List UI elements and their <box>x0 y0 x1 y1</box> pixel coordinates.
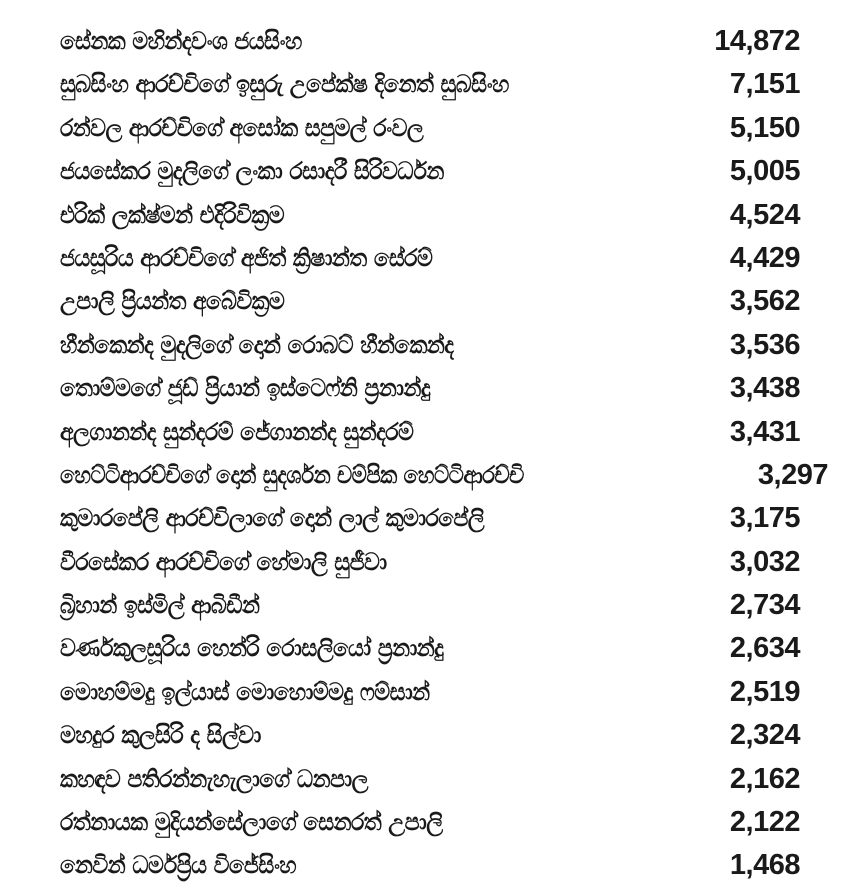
list-item <box>60 20 850 63</box>
vote-count: 2,122 <box>729 806 800 839</box>
preferential-votes-list <box>60 20 850 888</box>
vote-count: 5,005 <box>729 155 800 188</box>
candidate-name: වර්ණකුලසූරිය හෙන්රි රොසලියෝ ප්‍රනාන්දු <box>60 634 444 663</box>
vote-count: 1,468 <box>729 849 800 882</box>
list-item <box>60 541 850 584</box>
list-item <box>60 367 850 410</box>
list-item <box>60 714 850 757</box>
list-item <box>60 844 850 887</box>
candidate-name: තොම්මගේ ජූඩ් ප්‍රියාන් ඉස්ටෙෆ්නි ප්‍රනාන්දු <box>60 374 431 403</box>
candidate-name: සේනක මහින්දවංශ ජයසිංහ <box>60 27 302 55</box>
list-item <box>60 324 850 367</box>
vote-count: 3,536 <box>729 328 800 361</box>
list-item <box>60 63 850 106</box>
vote-count: 2,162 <box>729 762 800 795</box>
candidate-name: බ්‍රිහාන් ඉස්මිල් ආබිඩීන් <box>60 591 260 620</box>
list-item <box>60 801 850 844</box>
vote-count: 3,032 <box>729 545 800 578</box>
candidate-name: සුබසිංහ ආරච්චිගේ ඉසුරු උපේක්ෂ දිනෙත් සුබසිංහ <box>60 70 509 99</box>
vote-count: 2,324 <box>729 719 800 752</box>
list-item <box>60 627 850 670</box>
vote-count: 14,872 <box>714 25 800 57</box>
list-item <box>60 150 850 193</box>
list-item <box>60 237 850 280</box>
candidate-name: රත්නායක මුදියන්සේලාගේ සෙනරත් උපාලි <box>60 808 443 837</box>
candidate-name: රන්වල ආරච්චිගේ අසෝක සපුමල් රංවල <box>60 113 424 142</box>
vote-count: 2,734 <box>729 589 800 622</box>
list-item <box>60 194 850 237</box>
candidate-name: උපාලි ප්‍රියන්ත අබේවික්‍රම <box>60 287 285 316</box>
vote-count: 3,175 <box>729 502 800 535</box>
candidate-name: මොහම්මදු ඉල්යාස් මොහොම්මදු ෆම්සාන් <box>60 677 430 706</box>
list-item <box>60 497 850 540</box>
vote-count: 2,519 <box>729 675 800 708</box>
candidate-name: මහදුර කුලසිරි ද සිල්වා <box>60 721 261 750</box>
vote-count: 3,431 <box>729 415 800 448</box>
candidate-name: අලගානන්ද සුන්දරම් ජේගානන්ද සුන්දරම් <box>60 417 414 446</box>
candidate-name: හෙට්ටිආරච්චිගේ දොන් සුදර්ශන චම්පික හෙට්ටිආරච්චි <box>60 460 524 489</box>
list-item <box>60 671 850 714</box>
candidate-name: ජයසූරිය ආරච්චිගේ අජිත් ක්‍රිෂාන්ත සේරම් <box>60 243 433 272</box>
list-item <box>60 454 850 497</box>
candidate-name: කහඳව පතිරන්නැහැලාගේ ධනපාල <box>60 764 368 793</box>
list-item <box>60 584 850 627</box>
candidate-name: නෙවින් ධර්මප්‍රිය විජේසිංහ <box>60 851 297 880</box>
vote-count: 4,429 <box>729 241 800 274</box>
candidate-name: කුමාරපේලි ආරච්චිලාගේ දොන් ලාල් කුමාරපේලි <box>60 504 485 533</box>
vote-count: 4,524 <box>729 198 800 231</box>
vote-count: 2,634 <box>729 632 800 665</box>
candidate-name: ජයසේකර මුදලිගේ ලංකා රසාදරී සිරිවර්ධන <box>60 157 444 186</box>
candidate-name: වීරසේකර ආරච්චිගේ හේමාලි සුජීවා <box>60 547 387 576</box>
list-item <box>60 280 850 323</box>
vote-count: 3,297 <box>757 458 828 491</box>
list-item <box>60 411 850 454</box>
vote-count: 7,151 <box>729 68 800 101</box>
candidate-name: එරික් ලක්ෂ්මන් එදිරිවික්‍රම <box>60 200 285 229</box>
vote-count: 3,562 <box>729 285 800 318</box>
list-item <box>60 758 850 801</box>
vote-count: 3,438 <box>729 372 800 405</box>
list-item <box>60 107 850 150</box>
vote-count: 5,150 <box>729 111 800 144</box>
candidate-name: හීන්කෙන්ද මුදලිගේ දොන් රොබට් හීන්කෙන්ද <box>60 330 454 359</box>
